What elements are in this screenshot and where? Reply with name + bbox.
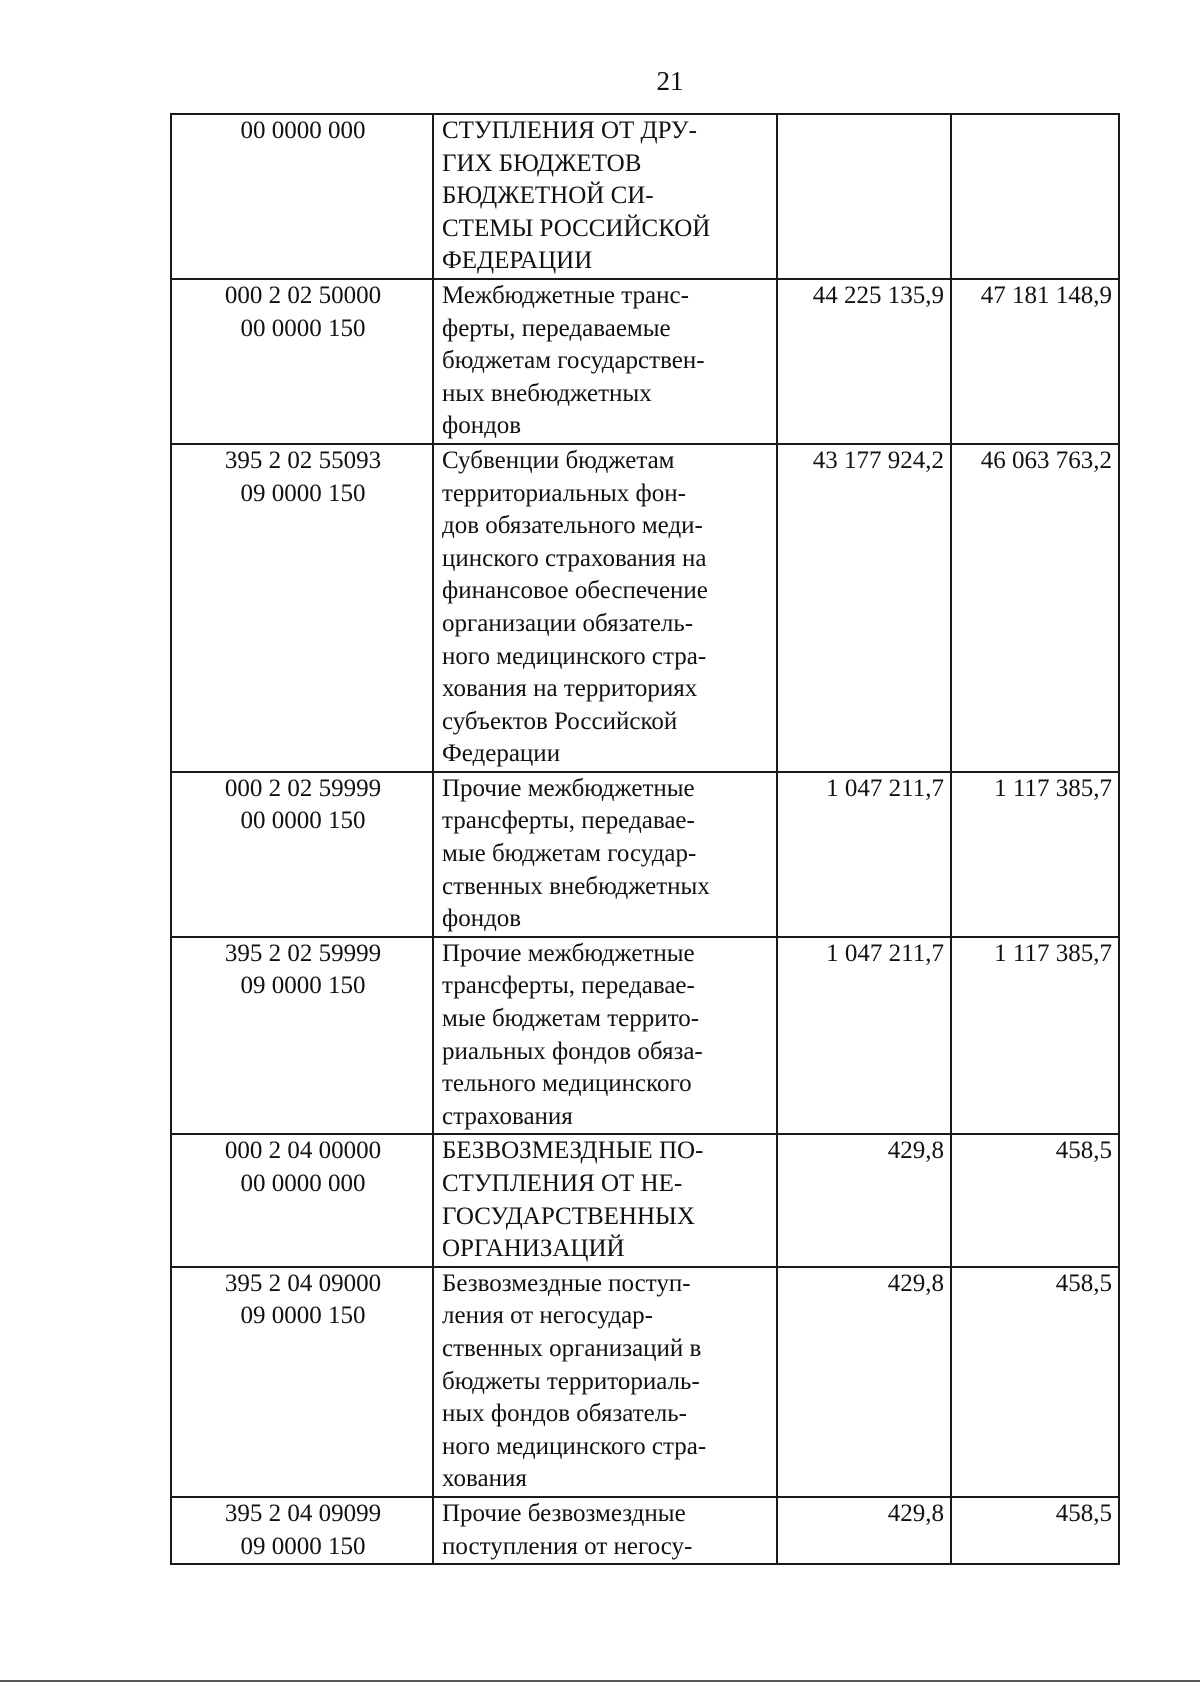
amount-year-1-cell: 429,8 <box>777 1267 951 1497</box>
description-cell <box>433 1497 777 1564</box>
description-line: ГОСУДАРСТВЕННЫХ <box>442 1202 695 1230</box>
amount-year-2-cell: 1 117 385,7 <box>951 772 1119 937</box>
description-line: ных внебюджетных <box>442 379 652 407</box>
description-line: Межбюджетные транс- <box>442 281 689 309</box>
budget-code-cell <box>171 444 433 772</box>
description-line: ферты, передаваемые <box>442 314 671 342</box>
description-line: поступления от негосу- <box>442 1532 693 1560</box>
budget-code-line: 000 2 04 00000 <box>224 1137 382 1165</box>
description-line: СТУПЛЕНИЯ ОТ ДРУ- <box>442 117 697 144</box>
description-line: Субвенции бюджетам <box>442 446 675 474</box>
amount-year-1-cell <box>777 114 951 279</box>
description-line: ФЕДЕРАЦИИ <box>442 247 593 275</box>
description-line: трансферты, передавае- <box>442 807 695 835</box>
description-line: ОРГАНИЗАЦИЙ <box>442 1235 625 1263</box>
table-row <box>171 772 1119 937</box>
description-line: бюджеты территориаль- <box>442 1367 700 1395</box>
footer-rule <box>0 1680 1200 1682</box>
budget-code-line: 00 0000 000 <box>240 1170 366 1197</box>
budget-revenue-table <box>170 113 1120 1565</box>
description-line: СТУПЛЕНИЯ ОТ НЕ- <box>442 1170 683 1197</box>
description-line: Федерации <box>442 740 561 768</box>
description-line: БЕЗВОЗМЕЗДНЫЕ ПО- <box>442 1137 704 1165</box>
amount-year-2-cell: 1 117 385,7 <box>951 937 1119 1135</box>
budget-code-line: 09 0000 150 <box>240 1302 366 1330</box>
table-body <box>171 114 1119 1564</box>
table-row <box>171 114 1119 279</box>
amount-year-1-cell: 429,8 <box>777 1497 951 1564</box>
description-line: тельного медицинского <box>442 1070 692 1098</box>
description-line: финансовое обеспечение <box>442 577 708 605</box>
budget-code-line: 395 2 04 09099 <box>224 1499 382 1527</box>
amount-year-1-cell: 429,8 <box>777 1134 951 1266</box>
description-line: хования на территориях <box>442 675 698 703</box>
amount-year-2-cell: 458,5 <box>951 1134 1119 1266</box>
description-line: трансферты, передавае- <box>442 972 695 1000</box>
table-row <box>171 279 1119 444</box>
budget-code-line: 395 2 02 59999 <box>224 939 382 967</box>
description-line: Прочие межбюджетные <box>442 939 695 967</box>
description-line: дов обязательного меди- <box>442 512 703 540</box>
amount-year-2-cell: 46 063 763,2 <box>951 444 1119 772</box>
description-line: субъектов Российской <box>442 707 678 735</box>
description-line: мые бюджетам террито- <box>442 1005 700 1033</box>
description-line: мые бюджетам государ- <box>442 840 697 868</box>
budget-code-cell <box>171 1134 433 1266</box>
description-line: ственных внебюджетных <box>442 872 710 900</box>
description-line: ГИХ БЮДЖЕТОВ <box>442 149 642 177</box>
table-row <box>171 444 1119 772</box>
amount-year-2-cell: 458,5 <box>951 1267 1119 1497</box>
description-line: БЮДЖЕТНОЙ СИ- <box>442 182 654 210</box>
description-line: ственных организаций в <box>442 1334 702 1362</box>
description-line: территориальных фон- <box>442 479 686 507</box>
description-line: ления от негосудар- <box>442 1302 653 1330</box>
description-cell <box>433 279 777 444</box>
budget-code-cell <box>171 279 433 444</box>
budget-code-cell <box>171 1267 433 1497</box>
budget-code-line: 00 0000 150 <box>240 807 366 835</box>
description-line: фондов <box>442 412 522 440</box>
amount-year-1-cell: 1 047 211,7 <box>777 937 951 1135</box>
description-line: фондов <box>442 905 522 933</box>
description-cell <box>433 772 777 937</box>
amount-year-1-cell: 43 177 924,2 <box>777 444 951 772</box>
amount-year-2-cell: 47 181 148,9 <box>951 279 1119 444</box>
section-heading-cell <box>433 1134 777 1266</box>
description-line: ного медицинского стра- <box>442 642 707 670</box>
description-line: бюджетам государствен- <box>442 347 705 375</box>
budget-code-line: 000 2 02 59999 <box>224 774 382 802</box>
page-number: 21 <box>656 66 684 96</box>
budget-code-cell <box>171 772 433 937</box>
budget-code-line: 09 0000 150 <box>240 972 366 1000</box>
section-heading-cell <box>433 114 777 279</box>
amount-year-2-cell <box>951 114 1119 279</box>
table-row <box>171 937 1119 1135</box>
description-line: ного медицинского стра- <box>442 1432 707 1460</box>
description-line: ных фондов обязатель- <box>442 1400 687 1428</box>
budget-code-line: 09 0000 150 <box>240 479 366 507</box>
description-cell <box>433 1267 777 1497</box>
budget-code-cell <box>171 1497 433 1564</box>
amount-year-1-cell: 44 225 135,9 <box>777 279 951 444</box>
description-cell <box>433 444 777 772</box>
description-line: хования <box>442 1465 527 1493</box>
description-line: Прочие безвозмездные <box>442 1499 686 1527</box>
budget-code-cell <box>171 937 433 1135</box>
description-line: страхования <box>442 1102 573 1130</box>
budget-code-line: 000 2 02 50000 <box>224 281 382 309</box>
description-line: организации обязатель- <box>442 609 694 637</box>
budget-code-line: 00 0000 150 <box>240 314 366 342</box>
budget-code-line: 395 2 04 09000 <box>224 1269 382 1297</box>
table-row <box>171 1497 1119 1564</box>
table-row <box>171 1267 1119 1497</box>
table-row <box>171 1134 1119 1266</box>
amount-year-1-cell: 1 047 211,7 <box>777 772 951 937</box>
description-line: цинского страхования на <box>442 544 707 572</box>
budget-code-cell <box>171 114 433 279</box>
budget-code-line: 09 0000 150 <box>240 1532 366 1560</box>
amount-year-2-cell: 458,5 <box>951 1497 1119 1564</box>
budget-code-line: 00 0000 000 <box>240 117 366 144</box>
description-cell <box>433 937 777 1135</box>
description-line: СТЕМЫ РОССИЙСКОЙ <box>442 214 711 242</box>
description-line: риальных фондов обяза- <box>442 1037 703 1065</box>
description-line: Безвозмездные поступ- <box>442 1269 691 1297</box>
budget-code-line: 395 2 02 55093 <box>224 446 382 474</box>
description-line: Прочие межбюджетные <box>442 774 695 802</box>
